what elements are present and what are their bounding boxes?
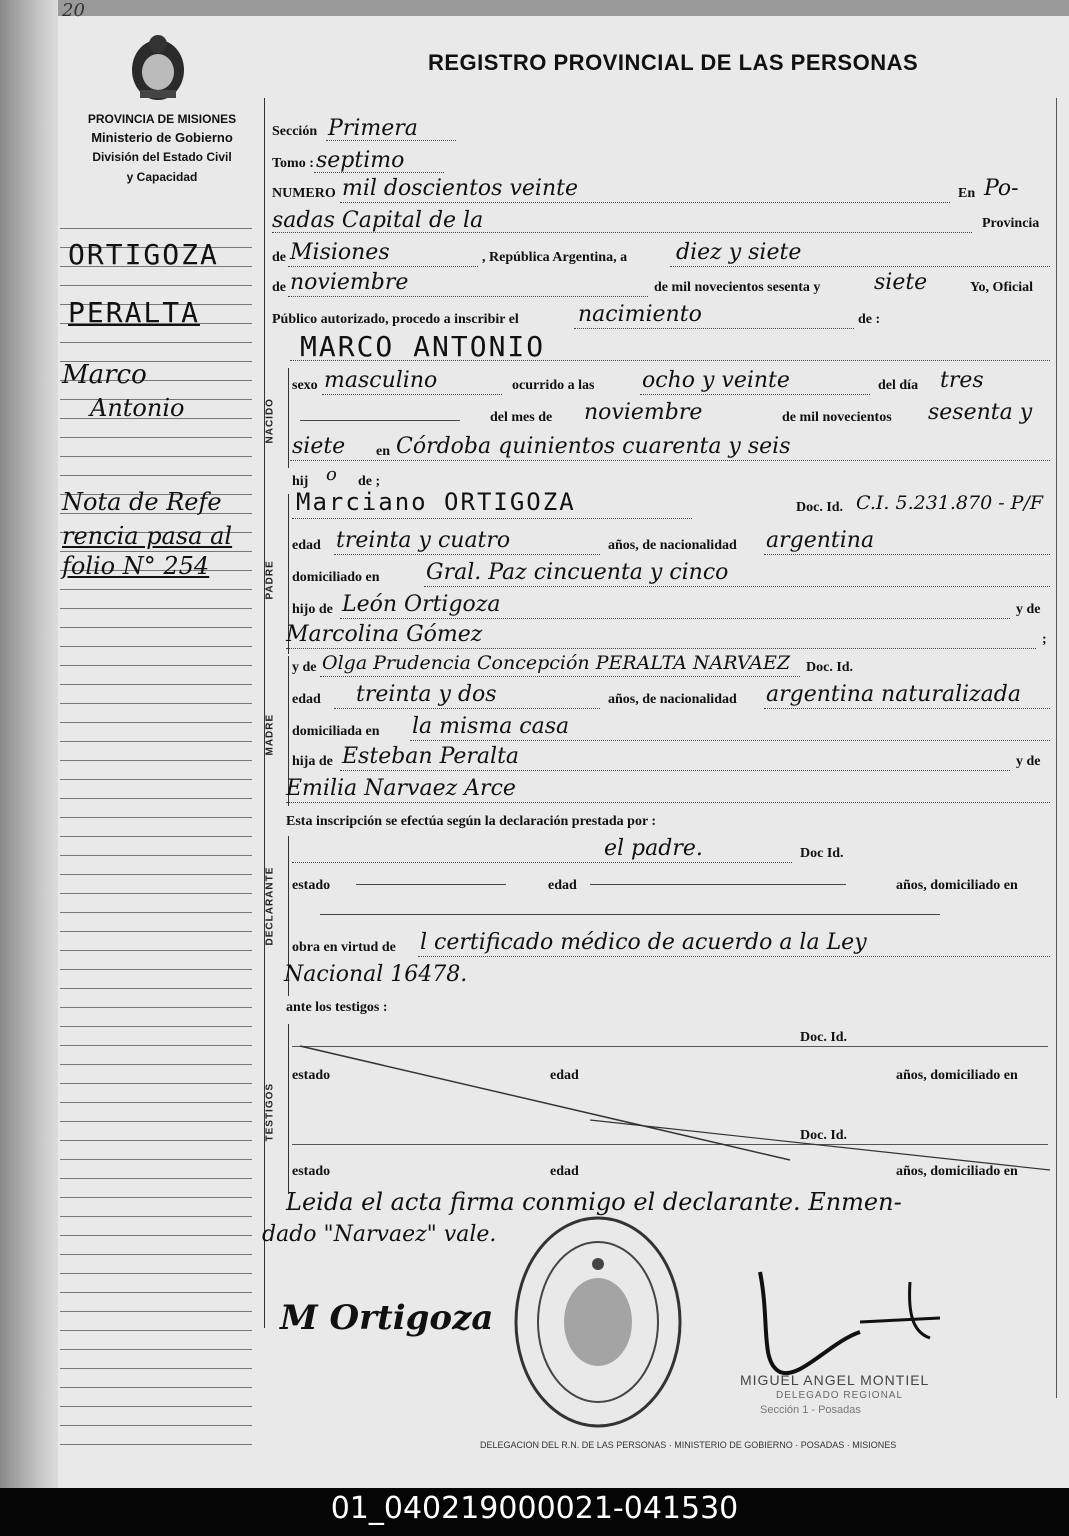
acto-value: nacimiento [578,302,702,327]
mil-novecientos-label-2: de mil novecientos [782,410,892,425]
margin-rule [60,342,252,343]
madre-label: MADRE [264,713,276,756]
padre-label: PADRE [264,560,276,600]
official-name: MIGUEL ANGEL MONTIEL [740,1372,930,1388]
margin-rule [60,684,252,685]
edad-label-3: edad [548,878,577,893]
en-value: Po- [984,176,1019,201]
nacionalidad-label: años, de nacionalidad [608,538,737,553]
estado-label-2: estado [292,1068,331,1083]
anio-value: sesenta y [928,400,1033,425]
y-de-label-2: y de [1016,754,1041,769]
edad-label: edad [292,538,321,553]
doc-label: Doc Id. [800,846,844,861]
padre-madre: Marcolina Gómez [286,622,483,647]
docid-label-4: Doc. Id. [800,1128,848,1143]
estado-label: estado [292,878,331,893]
docid-label: Doc. Id. [796,500,844,515]
margin-rule [60,285,252,286]
edad-line [590,884,846,885]
del-dia-label: del día [878,378,919,393]
de-colon-label: de : [858,312,881,327]
de-semicolon-label: de ; [358,474,381,489]
margin-rule [60,646,252,647]
inscripcion-label: Esta inscripción se efectúa según la declaración prestada por : [286,814,657,829]
anios-domiciliado-label-2: años, domiciliado en [896,1068,1018,1083]
margin-rule [60,988,252,989]
nacionalidad-label-2: años, de nacionalidad [608,692,737,707]
margin-rule [60,1007,252,1008]
obra-value-2: Nacional 16478. [284,962,468,987]
mes-value: noviembre [584,400,703,425]
margin-given-2: Antonio [90,394,185,422]
margin-rule [60,1121,252,1122]
margin-rule [60,1368,252,1369]
margin-rule [60,1064,252,1065]
margin-surname-2: PERALTA [68,296,201,329]
edad-label-2: edad [292,692,321,707]
del-mes-label: del mes de [490,410,553,425]
edad-label-4: edad [550,1068,579,1083]
estado-line [356,884,506,885]
margin-rule [60,228,252,229]
margin-rule [60,456,252,457]
edad-label-5: edad [550,1164,579,1179]
sexo-label: sexo [292,378,318,393]
margin-given-1: Marco [62,360,147,390]
coat-of-arms-icon [120,30,196,106]
cancel-lines [290,1040,1060,1190]
margin-rule [60,1273,252,1274]
margin-rule [60,1425,252,1426]
padre-name: Marciano ORTIGOZA [296,488,576,516]
margin-rule [60,1311,252,1312]
margin-rule [60,722,252,723]
en-label-2: en [376,444,390,459]
margin-note-1: Nota de Refe [62,488,222,516]
file-code: 01_040219000021-041530 [330,1491,739,1526]
margin-rule [60,836,252,837]
seccion-label: Sección [272,124,318,139]
margin-rule [60,1216,252,1217]
margin-rule [60,1406,252,1407]
nacido-bracket [288,368,289,468]
padre-edad: treinta y cuatro [336,528,511,553]
org-province: PROVINCIA DE MISIONES [87,112,237,126]
republica-label: , República Argentina, a [482,250,628,265]
parent-signature: M Ortigoza [280,1298,494,1338]
margin-rule [60,1197,252,1198]
hija-de-label: hija de [292,754,333,769]
madre-name: Olga Prudencia Concepción PERALTA NARVAEZ [322,652,791,674]
docid-label-2: Doc. Id. [806,660,854,675]
numero-label: NUMERO [272,186,336,201]
numero-value: mil doscientos veinte [342,176,578,201]
margin-rule [60,950,252,951]
margin-rule [60,931,252,932]
year-value: siete [874,270,928,295]
padre-doc: C.I. 5.231.870 - P/F [856,492,1044,514]
closing-text-2: dado "Narvaez" vale. [262,1222,497,1247]
margin-rule [60,703,252,704]
anios-domiciliado-label: años, domiciliado en [896,878,1018,893]
margin-rule [60,665,252,666]
padre-domicilio: Gral. Paz cincuenta y cinco [426,560,729,585]
tomo-label: Tomo : [272,156,314,171]
margin-rule [60,627,252,628]
y-de-madre-label: y de [292,660,317,675]
closing-text-1: Leida el acta firma conmigo el declarante. Enmen- [286,1188,902,1216]
margin-rule [60,893,252,894]
declarante-label: DECLARANTE [264,866,276,946]
margin-rule [60,1140,252,1141]
binder-edge [0,0,58,1488]
obra-label: obra en virtud de [292,940,396,955]
form-right-border [1056,98,1057,1398]
margin-rule [60,608,252,609]
padre-nacionalidad: argentina [766,528,875,553]
anios-domiciliado-label-3: años, domiciliado en [896,1164,1018,1179]
sexo-value: masculino [324,368,438,393]
margin-rule [60,1083,252,1084]
margin-rule [60,741,252,742]
domiciliada-label: domiciliada en [292,724,380,739]
margin-rule [60,798,252,799]
nacido-label: NACIDO [264,398,276,444]
dia-value: tres [940,368,984,393]
publico-label: Público autorizado, procedo a inscribir el [272,312,519,327]
margin-note-3: folio N° 254 [62,552,210,580]
de-label-2: de [272,280,286,295]
child-name: MARCO ANTONIO [300,330,546,363]
y-de-label: y de [1016,602,1041,617]
margin-rule [60,1235,252,1236]
org-ministry: Ministerio de Gobierno [91,130,233,145]
margin-rule [60,1349,252,1350]
seal-ring-text: DELEGACION DEL R.N. DE LAS PERSONAS · MINISTERIO DE GOBIERNO · POSADAS · MISIONES [480,1440,897,1450]
padre-padre: León Ortigoza [342,592,501,617]
margin-rule [60,1159,252,1160]
docid-label-3: Doc. Id. [800,1030,848,1045]
org-division: División del Estado Civil [92,150,232,164]
margin-rule [60,589,252,590]
page-number: 20 [62,0,85,21]
org-division-2: y Capacidad [126,170,198,184]
semicolon: ; [1042,632,1047,647]
hijo-de-label: hijo de [292,602,333,617]
scan-top-edge [0,0,1069,16]
declarante-value: el padre. [604,836,703,861]
margin-rule [60,1045,252,1046]
page-title: REGISTRO PROVINCIAL DE LAS PERSONAS [428,50,919,75]
margin-rule [60,1330,252,1331]
margin-rule [60,1026,252,1027]
month-value: noviembre [290,270,409,295]
margin-rule [60,969,252,970]
margin-rule [60,760,252,761]
day-value: diez y siete [676,240,802,265]
anio-value-2: siete [292,434,346,459]
lugar-value: Córdoba quinientos cuarenta y seis [396,434,791,459]
testigos-bracket [288,1024,289,1194]
domiciliado-label: domiciliado en [292,570,380,585]
margin-surname-1: ORTIGOZA [68,238,219,271]
de-label: de [272,250,286,265]
yo-oficial-label: Yo, Oficial [970,280,1033,295]
hora-value: ocho y veinte [642,368,790,393]
margin-rule [60,874,252,875]
hijo-label: hij [292,474,309,489]
madre-padre: Esteban Peralta [342,744,520,769]
ocurrido-label: ocurrido a las [512,378,595,393]
margin-rule [60,475,252,476]
hijo-value: o [326,464,337,485]
mil-novecientos-label: de mil novecientos sesenta y [654,280,821,295]
madre-nacionalidad: argentina naturalizada [766,682,1021,707]
margin-rule [60,437,252,438]
province-value: Misiones [290,240,390,265]
obra-value: l certificado médico de acuerdo a la Ley [420,930,867,955]
madre-edad: treinta y dos [356,682,497,707]
testigos-intro-label: ante los testigos : [286,1000,388,1015]
margin-rule [60,912,252,913]
seccion-value: Primera [328,116,418,141]
en-label: En [958,186,976,201]
margin-rule [60,779,252,780]
margin-rule [60,1178,252,1179]
official-title: DELEGADO REGIONAL [776,1390,904,1401]
provincia-label: Provincia [982,216,1040,231]
margin-rule [60,1292,252,1293]
official-seal-icon [508,1212,688,1432]
domicilio-line [320,914,940,915]
margin-note-2: rencia pasa al [62,522,233,550]
testigos-label: TESTIGOS [264,1082,276,1142]
tomo-value: septimo [316,148,405,173]
official-sub: Sección 1 - Posadas [760,1404,861,1416]
place-value: sadas Capital de la [272,208,484,233]
margin-rule [60,855,252,856]
madre-domicilio: la misma casa [412,714,570,739]
margin-rule [60,1387,252,1388]
madre-madre: Emilia Narvaez Arce [286,776,516,801]
margin-rule [60,817,252,818]
estado-label-3: estado [292,1164,331,1179]
margin-rule [60,1444,252,1445]
margin-rule [60,1102,252,1103]
blank-line [300,420,460,421]
margin-rule [60,1254,252,1255]
